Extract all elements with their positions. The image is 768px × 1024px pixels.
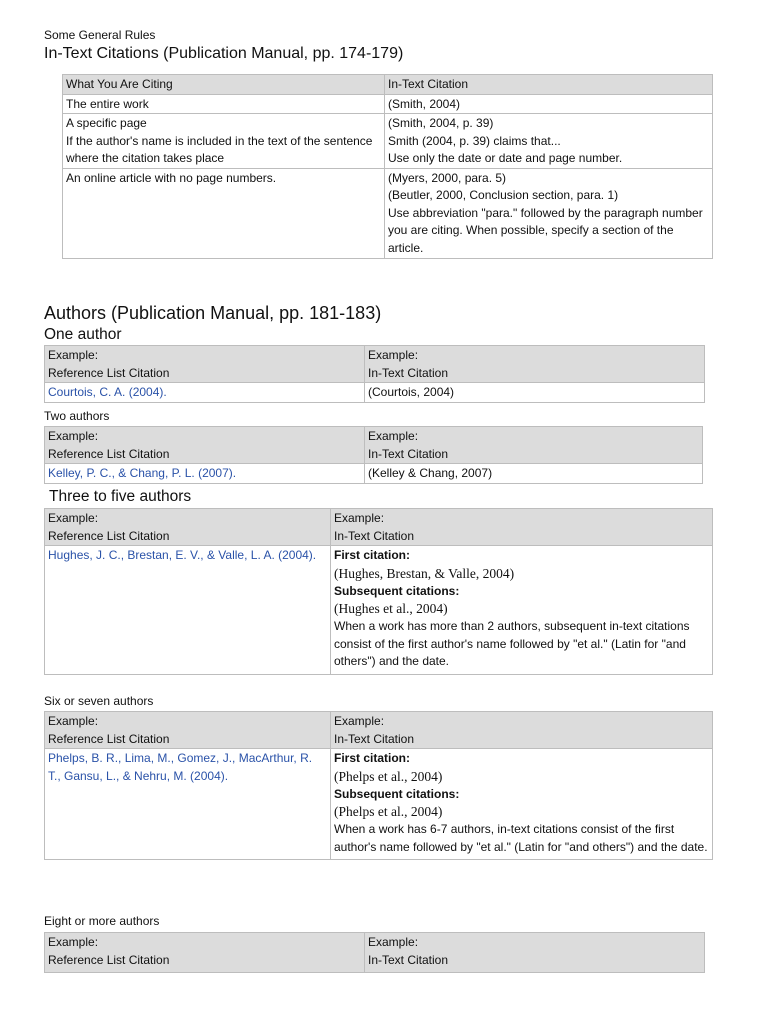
- two-authors-heading: Two authors: [44, 409, 110, 423]
- table-cell: First citation: (Hughes, Brestan, & Valle, 2004) Subsequent citations: (Hughes et al., 2004) When a work has more than 2 authors, subsequent in-text citations consist of the first author's name followed by "et al." (Latin for "and others") and the date.: [331, 546, 713, 675]
- reference-link[interactable]: Kelley, P. C., & Chang, P. L. (2007).: [48, 466, 237, 480]
- three-to-five-table: [44, 508, 713, 675]
- table-header-row: [45, 346, 705, 383]
- table-cell: [45, 383, 365, 403]
- table-row: [63, 94, 713, 114]
- table-row: [45, 383, 705, 403]
- one-author-table: [44, 345, 705, 403]
- table-cell: (Myers, 2000, para. 5) (Beutler, 2000, Conclusion section, para. 1) Use abbreviation "para." followed by the paragraph number you are citing. When possible, specify a section of the article.: [385, 168, 713, 258]
- table-cell: Example: In-Text Citation: [331, 509, 713, 546]
- one-author-heading: One author: [44, 326, 122, 343]
- section-title: In-Text Citations (Publication Manual, pp. 174-179): [44, 45, 404, 62]
- table-row: [45, 749, 713, 860]
- table-cell: A specific page If the author's name is included in the text of the sentence where the citation takes place: [63, 114, 385, 169]
- table-cell: Example: In-Text Citation: [365, 346, 705, 383]
- table-row: [63, 168, 713, 258]
- table-cell-text: If the author's name is included in the text of the sentence where the citation takes place: [66, 133, 373, 165]
- table-cell: The entire work: [63, 94, 385, 114]
- table-cell: Example: Reference List Citation: [45, 712, 331, 749]
- column-header: What You Are Citing: [63, 75, 385, 95]
- intext-citation-table: [62, 74, 713, 259]
- table-header-row: [45, 712, 713, 749]
- table-cell: Example: Reference List Citation: [45, 933, 365, 973]
- table-cell: An online article with no page numbers.: [63, 168, 385, 258]
- column-header: In-Text Citation: [385, 75, 713, 95]
- table-cell: Example: Reference List Citation: [45, 509, 331, 546]
- two-authors-table: [44, 426, 703, 484]
- table-cell: Example: In-Text Citation: [365, 427, 703, 464]
- table-cell: (Smith, 2004, p. 39) Smith (2004, p. 39) claims that... Use only the date or date and page number.: [385, 114, 713, 169]
- table-cell: Example: In-Text Citation: [365, 933, 705, 973]
- table-cell: [45, 546, 331, 675]
- reference-link[interactable]: Hughes, J. C., Brestan, E. V., & Valle, L. A. (2004).: [48, 548, 317, 562]
- table-cell: (Courtois, 2004): [365, 383, 705, 403]
- three-to-five-heading: Three to five authors: [49, 488, 192, 505]
- table-row: [45, 546, 713, 675]
- table-cell: Example: Reference List Citation: [45, 427, 365, 464]
- eight-plus-heading: Eight or more authors: [44, 914, 160, 928]
- table-cell: [45, 464, 365, 484]
- table-header-row: [63, 75, 713, 95]
- table-cell: First citation: (Phelps et al., 2004) Subsequent citations: (Phelps et al., 2004) When a work has 6-7 authors, in-text citations consist of the first author's name followed by "et al." (Latin for "and others") and the date.: [331, 749, 713, 860]
- table-cell: [45, 749, 331, 860]
- table-header-row: [45, 427, 703, 464]
- authors-title: Authors (Publication Manual, pp. 181-183): [44, 303, 382, 323]
- table-cell: (Smith, 2004): [385, 94, 713, 114]
- eight-plus-table: [44, 932, 705, 973]
- table-cell: (Kelley & Chang, 2007): [365, 464, 703, 484]
- table-header-row: [45, 933, 705, 973]
- table-cell: Example: In-Text Citation: [331, 712, 713, 749]
- section-label: Some General Rules: [44, 28, 156, 42]
- six-seven-table: [44, 711, 713, 860]
- reference-link[interactable]: Phelps, B. R., Lima, M., Gomez, J., MacArthur, R. T., Gansu, L., & Nehru, M. (2004).: [48, 751, 313, 783]
- table-cell: Example: Reference List Citation: [45, 346, 365, 383]
- six-seven-heading: Six or seven authors: [44, 694, 154, 708]
- reference-link[interactable]: Courtois, C. A. (2004).: [48, 385, 167, 399]
- table-row: [63, 114, 713, 169]
- table-header-row: [45, 509, 713, 546]
- table-row: [45, 464, 703, 484]
